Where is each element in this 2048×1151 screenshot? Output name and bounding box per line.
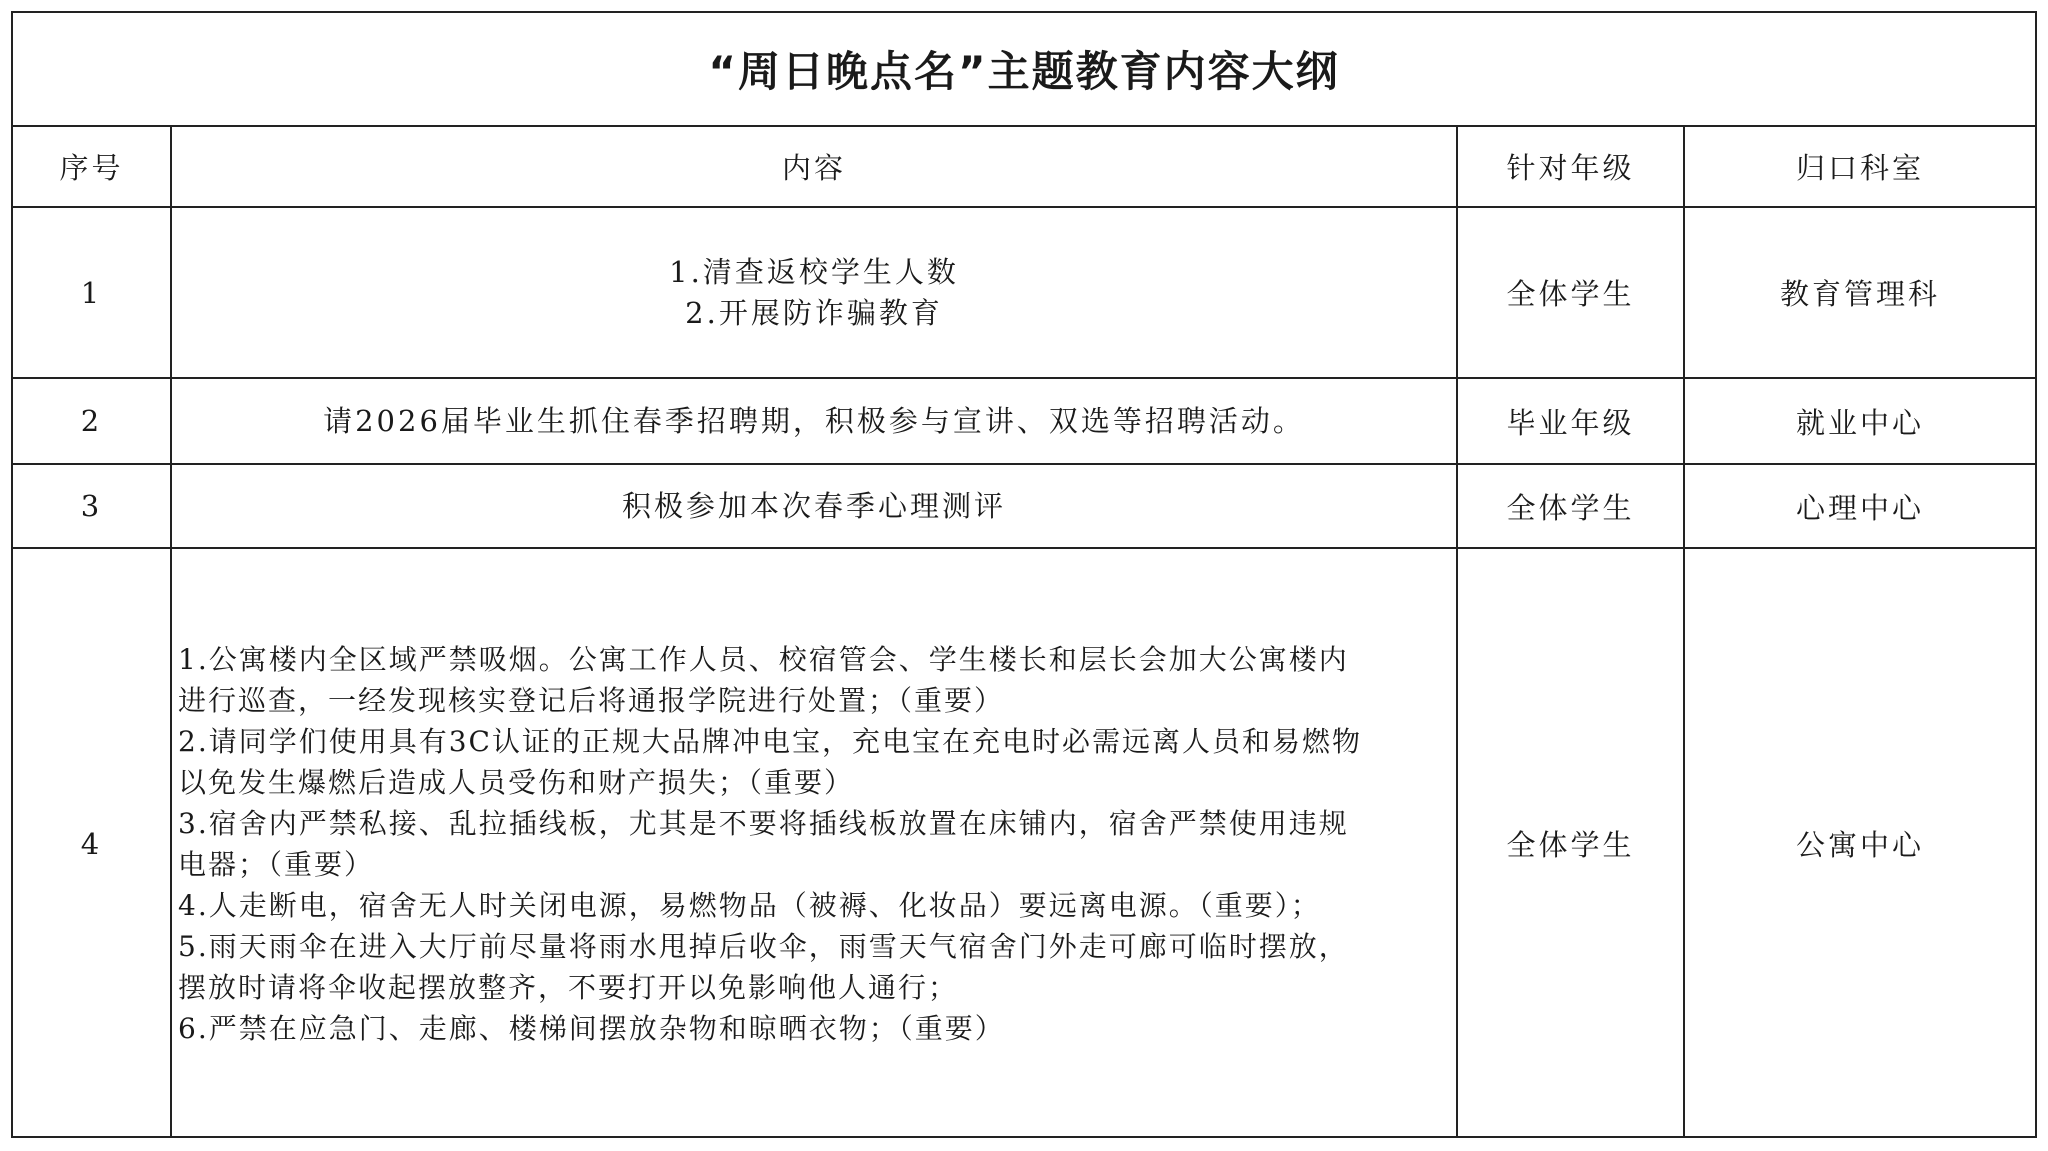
content-line: 以免发生爆燃后造成人员受伤和财产损失；（重要）: [178, 765, 855, 799]
header-content: 内容: [171, 127, 1457, 207]
content-line: 1.公寓楼内全区域严禁吸烟。公寓工作人员、校宿管会、学生楼长和层长会加大公寓楼内: [178, 642, 1349, 676]
row-grade: 毕业年级: [1457, 378, 1684, 464]
table-header-row: [13, 127, 2035, 207]
header-no: 序号: [13, 127, 171, 207]
row-number: 3: [13, 464, 171, 548]
row-dept: 公寓中心: [1684, 548, 2035, 1138]
row-content: [171, 548, 1457, 1138]
content-line: 2.请同学们使用具有3C认证的正规大品牌冲电宝，充电宝在充电时必需远离人员和易燃物: [178, 724, 1362, 758]
content-line: 4.人走断电，宿舍无人时关闭电源，易燃物品（被褥、化妆品）要远离电源。（重要）；: [178, 888, 1321, 922]
page-title: “周日晚点名”主题教育内容大纲: [13, 13, 2035, 127]
outline-sheet: [11, 11, 2037, 1138]
table-row: [13, 464, 2035, 548]
row-dept: 心理中心: [1684, 464, 2035, 548]
content-line: 3.宿舍内严禁私接、乱拉插线板，尤其是不要将插线板放置在床铺内，宿舍严禁使用违规: [178, 806, 1349, 840]
content-line: 5.雨天雨伞在进入大厅前尽量将雨水甩掉后收伞，雨雪天气宿舍门外走可廊可临时摆放，: [178, 929, 1349, 963]
outline-table: [13, 127, 2035, 1138]
header-dept: 归口科室: [1684, 127, 2035, 207]
row-grade: 全体学生: [1457, 464, 1684, 548]
content-line: 积极参加本次春季心理测评: [621, 488, 1006, 523]
row-number: 4: [13, 548, 171, 1138]
content-line: 2.开展防诈骗教育: [685, 295, 943, 330]
row-number: 2: [13, 378, 171, 464]
row-content: [171, 207, 1457, 378]
row-content: [171, 464, 1457, 548]
header-grade: 针对年级: [1457, 127, 1684, 207]
content-line: 进行巡查，一经发现核实登记后将通报学院进行处置；（重要）: [178, 683, 1005, 717]
table-row: [13, 378, 2035, 464]
row-grade: 全体学生: [1457, 207, 1684, 378]
row-grade: 全体学生: [1457, 548, 1684, 1138]
row-dept: 教育管理科: [1684, 207, 2035, 378]
row-content: [171, 378, 1457, 464]
content-line: 1.清查返校学生人数: [669, 254, 959, 289]
table-row: [13, 207, 2035, 378]
content-line: 请2026届毕业生抓住春季招聘期，积极参与宣讲、双选等招聘活动。: [323, 403, 1305, 438]
row-number: 1: [13, 207, 171, 378]
table-row: [13, 548, 2035, 1138]
content-line: 6.严禁在应急门、走廊、楼梯间摆放杂物和晾晒衣物；（重要）: [178, 1011, 1005, 1045]
content-line: 摆放时请将伞收起摆放整齐，不要打开以免影响他人通行；: [178, 970, 959, 1004]
row-dept: 就业中心: [1684, 378, 2035, 464]
content-line: 电器；（重要）: [178, 847, 375, 881]
